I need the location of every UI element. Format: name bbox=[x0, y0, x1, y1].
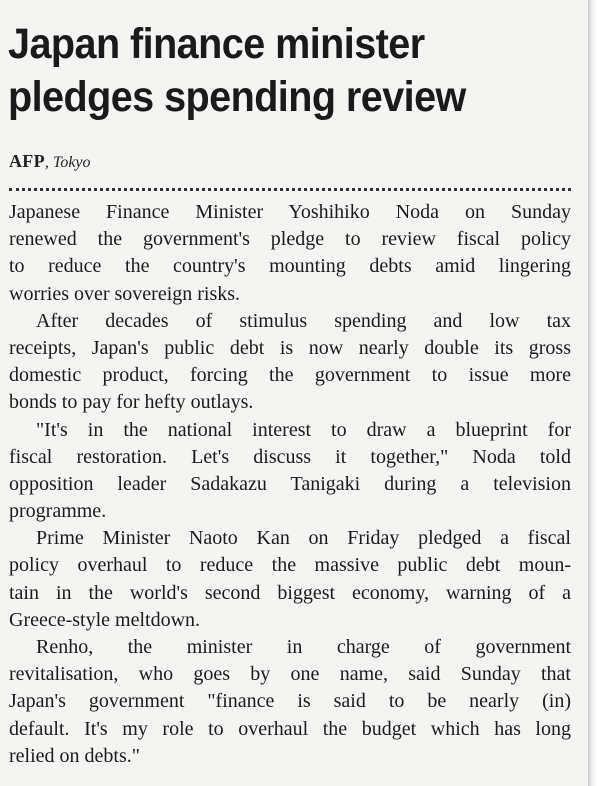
article-paragraph bbox=[9, 417, 571, 526]
byline-separator: , bbox=[44, 154, 53, 171]
headline bbox=[8, 18, 537, 124]
byline-agency: AFP bbox=[9, 151, 45, 171]
headline-line: Japan finance minister bbox=[8, 20, 425, 68]
article-line: revitalisation, who goes by one name, said Sunday that bbox=[9, 663, 571, 686]
article-line: receipts, Japan's public debt is now nearly double its gross bbox=[9, 336, 571, 359]
headline-line: pledges spending review bbox=[8, 73, 466, 121]
article-line: Japan's government "finance is said to be nearly (in) bbox=[9, 690, 571, 713]
article-paragraph bbox=[9, 634, 571, 770]
article-paragraph bbox=[9, 525, 571, 634]
article-line: After decades of stimulus spending and low tax bbox=[36, 309, 571, 332]
article-line: Greece-style meltdown. bbox=[9, 608, 201, 631]
byline bbox=[9, 151, 91, 172]
article-line: default. It's my role to overhaul the budget which has long bbox=[9, 717, 571, 740]
article-body bbox=[9, 199, 571, 770]
article-line: fiscal restoration. Let's discuss it together," Noda told bbox=[9, 445, 571, 468]
dotted-divider bbox=[9, 188, 571, 191]
article-line: bonds to pay for hefty outlays. bbox=[9, 391, 254, 414]
article-line: "It's in the national interest to draw a blueprint for bbox=[36, 418, 571, 441]
byline-city: Tokyo bbox=[52, 154, 91, 171]
article-line: programme. bbox=[9, 500, 107, 523]
page-edge bbox=[588, 0, 610, 786]
article-line: relied on debts." bbox=[9, 744, 140, 767]
article-line: worries over sovereign risks. bbox=[9, 282, 241, 305]
article-line: renewed the government's pledge to review fiscal policy bbox=[9, 228, 571, 251]
article-paragraph bbox=[9, 308, 571, 417]
article-line: policy overhaul to reduce the massive public debt moun- bbox=[9, 554, 571, 577]
article-paragraph bbox=[9, 199, 571, 308]
article-line: opposition leader Sadakazu Tanigaki during a television bbox=[9, 472, 571, 495]
article-line: domestic product, forcing the government to issue more bbox=[9, 364, 571, 387]
article-line: Renho, the minister in charge of government bbox=[36, 636, 571, 658]
article-line: tain in the world's second biggest economy, warning of a bbox=[9, 581, 571, 604]
article-line: Prime Minister Naoto Kan on Friday pledged a fiscal bbox=[36, 527, 571, 550]
article-line: to reduce the country's mounting debts amid lingering bbox=[9, 255, 571, 278]
article-line: Japanese Finance Minister Yoshihiko Noda on Sunday bbox=[9, 201, 571, 223]
